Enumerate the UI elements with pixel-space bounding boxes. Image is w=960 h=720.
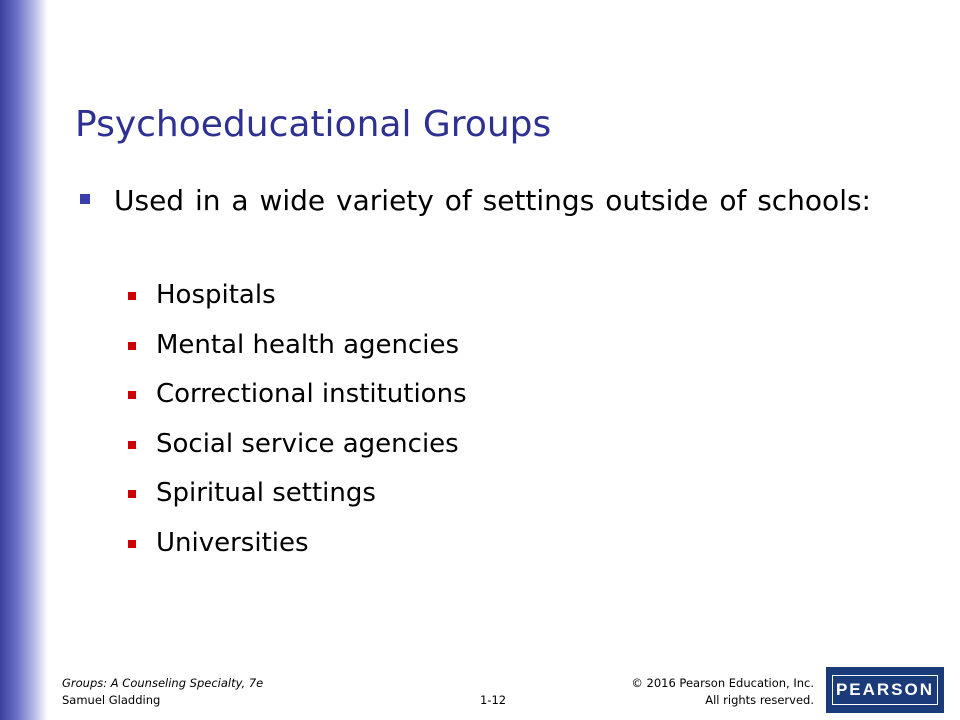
pearson-logo	[826, 667, 944, 713]
sub-bullet-marker	[128, 490, 136, 498]
list-item-label: Mental health agencies	[156, 329, 460, 360]
footer-author: Samuel Gladding	[62, 693, 161, 707]
sub-bullet-marker	[128, 441, 136, 449]
slide-title: Psychoeducational Groups	[75, 104, 552, 145]
list-item-label: Spiritual settings	[156, 478, 376, 508]
pearson-logo-text: PEARSON	[832, 675, 938, 705]
main-bullet-text: Used in a wide variety of settings outside of schools:	[114, 184, 871, 217]
sub-bullet-marker	[128, 342, 136, 350]
copyright-line-1: © 2016 Pearson Education, Inc.	[631, 676, 814, 690]
footer-page-number: 1-12	[480, 693, 507, 707]
list-item-label: Hospitals	[156, 280, 276, 310]
list-item-label: Social service agencies	[156, 428, 459, 459]
list-item-label: Universities	[156, 527, 309, 558]
copyright-line-2: All rights reserved.	[705, 693, 814, 707]
sub-bullet-marker	[128, 540, 136, 548]
footer-copyright	[631, 675, 814, 709]
list-item-label: Correctional institutions	[156, 379, 467, 409]
main-bullet-marker	[80, 194, 90, 204]
left-decorative-bar	[0, 0, 48, 720]
sub-bullet-marker	[128, 292, 136, 300]
footer-book-title: Groups: A Counseling Specialty, 7e	[62, 676, 264, 690]
sub-bullet-marker	[128, 391, 136, 399]
footer-book-info	[62, 675, 263, 709]
